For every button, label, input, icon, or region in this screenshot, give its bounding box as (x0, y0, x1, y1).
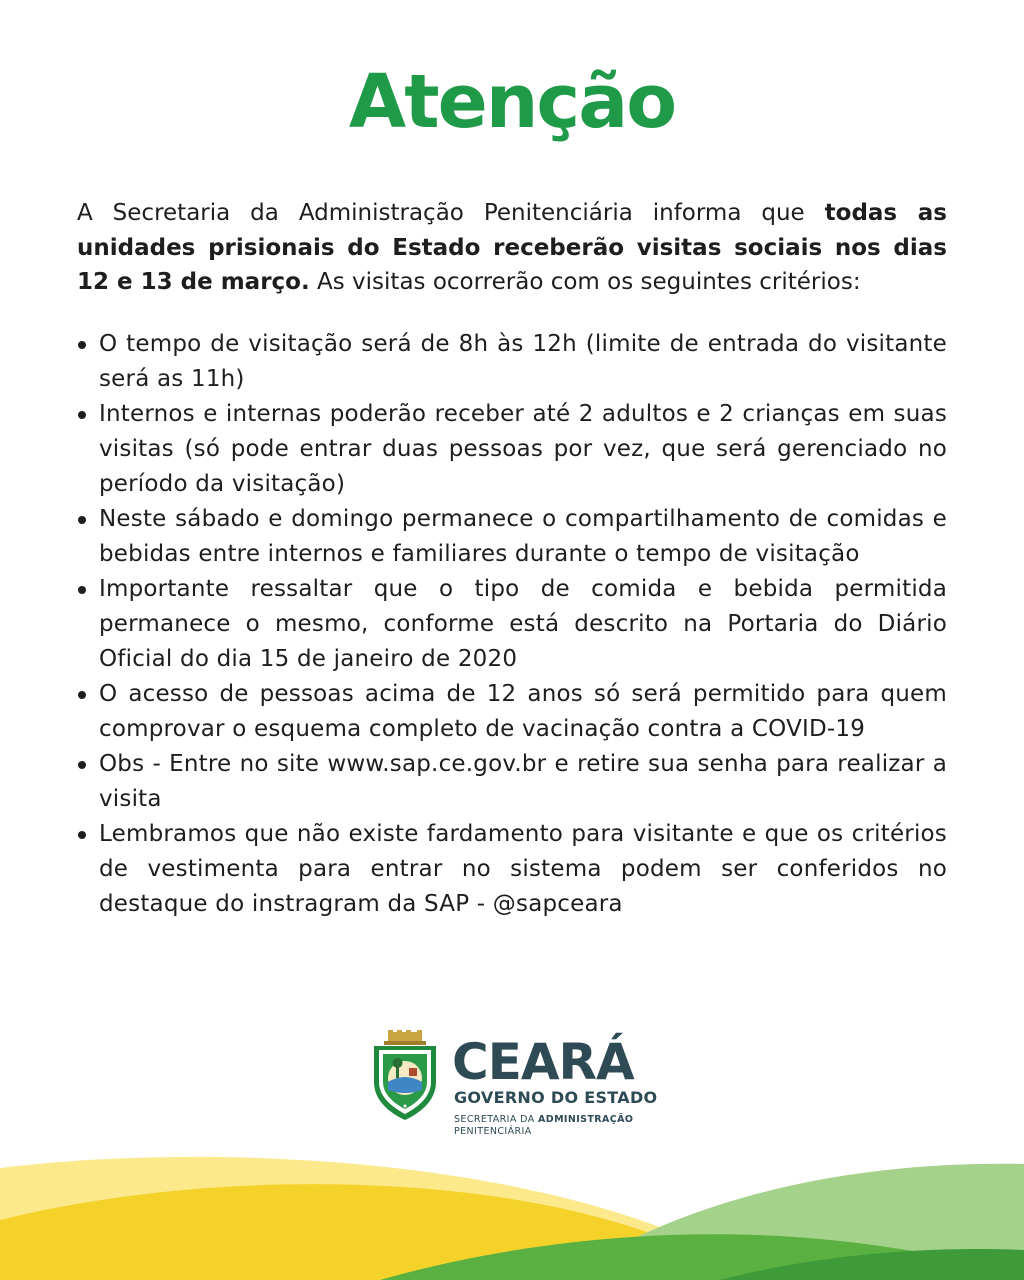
logo-subtitle: GOVERNO DO ESTADO (454, 1088, 658, 1107)
logo-name: CEARÁ (452, 1033, 634, 1091)
logo-department-prefix: SECRETARIA DA (454, 1114, 539, 1125)
criteria-item: Importante ressaltar que o tipo de comida e bebida permitida permanece o mesmo, conforme está descrito na Portaria do Diário Oficial do dia 15 de janeiro de 2020 (99, 572, 947, 677)
page-title: Atenção (348, 59, 676, 145)
intro-lead: A Secretaria da Administração Penitenciária informa que (77, 200, 825, 226)
criteria-item: O tempo de visitação será de 8h às 12h (limite de entrada do visitante será as 11h) (99, 327, 947, 397)
logo-department-line2: PENITENCIÁRIA (454, 1126, 532, 1137)
criteria-item: Neste sábado e domingo permanece o compartilhamento de comidas e bebidas entre internos e familiares durante o tempo de visitação (99, 502, 947, 572)
criteria-list (99, 327, 947, 922)
criteria-item: Internos e internas poderão receber até 2 adultos e 2 crianças em suas visitas (só pode entrar duas pessoas por vez, que será gerenciado no período da visitação) (99, 397, 947, 502)
intro-paragraph (77, 196, 947, 300)
intro-highlight: todas as unidades prisionais do Estado receberão visitas sociais nos dias 12 e 13 de março. (77, 200, 947, 295)
government-logo (370, 1030, 670, 1140)
decorative-waves (0, 1150, 1024, 1280)
logo-department (454, 1114, 633, 1138)
criteria-item: Lembramos que não existe fardamento para visitante e que os critérios de vestimenta para entrar no sistema podem ser conferidos no destaque do instragram da SAP - @sapceara (99, 817, 947, 922)
logo-department-bold: ADMINISTRAÇÃO (538, 1114, 634, 1125)
criteria-item: Obs - Entre no site www.sap.ce.gov.br e retire sua senha para realizar a visita (99, 747, 947, 817)
criteria-item: O acesso de pessoas acima de 12 anos só será permitido para quem comprovar o esquema completo de vacinação contra a COVID-19 (99, 677, 947, 747)
ceara-coat-of-arms-icon (370, 1030, 440, 1122)
intro-tail: As visitas ocorrerão com os seguintes critérios: (309, 269, 861, 295)
